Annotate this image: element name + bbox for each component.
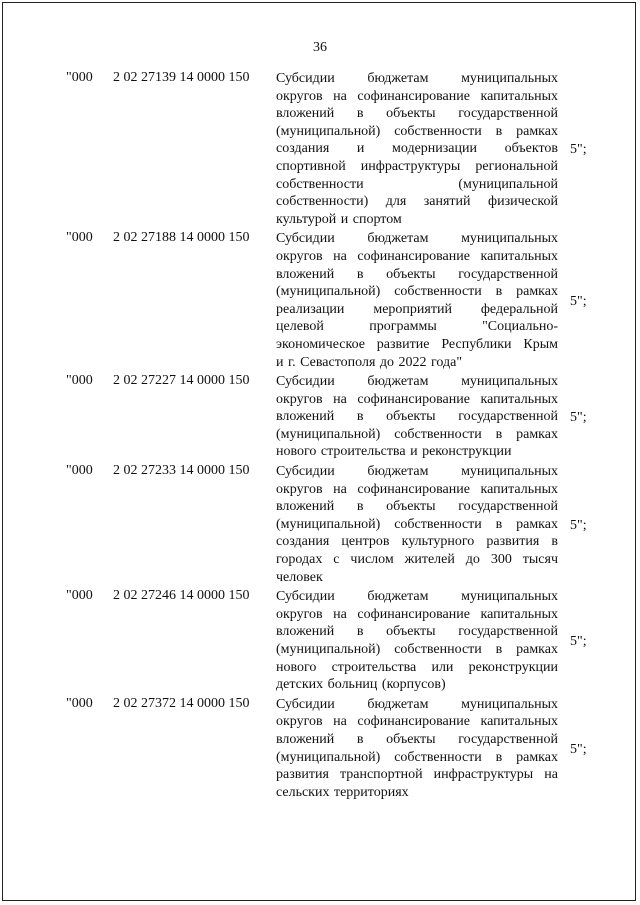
row-prefix: "000 xyxy=(66,695,93,711)
table-row xyxy=(0,230,640,371)
description-line: создания центров культурного развития в xyxy=(276,534,558,550)
budget-classification-code: 2 02 27139 14 0000 150 xyxy=(113,70,250,85)
description-line: (муниципальной) собственности в рамках xyxy=(276,426,558,442)
description-line: (муниципальной) собственности в рамках xyxy=(276,123,558,139)
description-line: нового строительства или реконструкции xyxy=(276,659,558,675)
description-line: (муниципальной) собственности в рамках xyxy=(276,516,558,532)
description-line: Субсидии бюджетам муниципальных xyxy=(276,374,558,390)
row-suffix: 5"; xyxy=(570,517,587,533)
budget-classification-code: 2 02 27246 14 0000 150 xyxy=(113,588,250,604)
description-line: (муниципальной) собственности в рамках xyxy=(276,284,558,300)
description-line: округов на софинансирование капитальных xyxy=(276,606,558,622)
row-suffix: 5"; xyxy=(570,142,587,158)
row-description xyxy=(276,463,558,586)
description-line: создания и модернизации объектов xyxy=(276,141,558,157)
budget-classification-code: 2 02 27372 14 0000 150 xyxy=(113,695,250,711)
row-suffix: 5"; xyxy=(570,634,587,650)
description-line: Субсидии бюджетам муниципальных xyxy=(276,696,558,712)
table-row xyxy=(0,373,640,461)
description-line: реализации мероприятий федеральной xyxy=(276,301,558,317)
table-row xyxy=(0,588,640,694)
description-line: вложений в объекты государственной xyxy=(276,266,558,282)
table-row xyxy=(0,696,640,802)
description-line: нового строительства и реконструкции xyxy=(276,444,512,460)
description-line: Субсидии бюджетам муниципальных xyxy=(276,231,558,247)
row-description xyxy=(276,588,558,694)
budget-classification-code: 2 02 27227 14 0000 150 xyxy=(113,373,250,389)
row-prefix: "000 xyxy=(66,70,93,85)
description-line: собственности (муниципальной xyxy=(276,176,558,192)
description-line: детских больниц (корпусов) xyxy=(276,677,446,693)
description-line: вложений в объекты государственной xyxy=(276,731,558,747)
budget-code-table xyxy=(0,70,640,803)
table-row xyxy=(0,463,640,586)
row-description xyxy=(276,696,558,802)
description-line: округов на софинансирование капитальных xyxy=(276,481,558,497)
description-line: человек xyxy=(276,569,323,585)
row-prefix: "000 xyxy=(66,230,93,246)
description-line: вложений в объекты государственной xyxy=(276,106,558,122)
description-line: экономическое развитие Республики Крым xyxy=(276,336,558,352)
row-prefix: "000 xyxy=(66,463,93,479)
table-row xyxy=(0,70,640,228)
page-number: 36 xyxy=(313,40,327,55)
row-description xyxy=(276,373,558,461)
description-line: культурой и спортом xyxy=(276,211,402,227)
description-line: Субсидии бюджетам муниципальных xyxy=(276,464,558,480)
description-line: (муниципальной) собственности в рамках xyxy=(276,642,558,657)
description-line: (муниципальной) собственности в рамках xyxy=(276,749,558,765)
description-line: целевой программы "Социально- xyxy=(276,319,558,335)
description-line: округов на софинансирование капитальных xyxy=(276,248,558,264)
row-suffix: 5"; xyxy=(570,410,587,426)
description-line: городах с числом жителей до 300 тысяч xyxy=(276,552,558,568)
row-description xyxy=(276,70,558,228)
description-line: спортивной инфраструктуры региональной xyxy=(276,158,558,174)
description-line: сельских территориях xyxy=(276,784,409,800)
row-suffix: 5"; xyxy=(570,741,587,757)
description-line: вложений в объекты государственной xyxy=(276,624,558,640)
budget-classification-code: 2 02 27233 14 0000 150 xyxy=(113,463,250,479)
description-line: вложений в объекты государственной xyxy=(276,499,558,515)
row-prefix: "000 xyxy=(66,373,93,389)
description-line: вложений в объекты государственной xyxy=(276,409,558,425)
description-line: округов на софинансирование капитальных xyxy=(276,714,558,730)
description-line: округов на софинансирование капитальных xyxy=(276,391,558,407)
row-prefix: "000 xyxy=(66,588,93,604)
row-suffix: 5"; xyxy=(570,293,587,309)
description-line: округов на софинансирование капитальных xyxy=(276,88,558,104)
description-line: развития транспортной инфраструктуры на xyxy=(276,767,558,783)
description-line: Субсидии бюджетам муниципальных xyxy=(276,71,558,86)
row-description xyxy=(276,230,558,371)
description-line: и г. Севастополя до 2022 года" xyxy=(276,354,463,370)
description-line: Субсидии бюджетам муниципальных xyxy=(276,589,558,605)
budget-classification-code: 2 02 27188 14 0000 150 xyxy=(113,230,250,246)
description-line: собственности) для занятий физической xyxy=(276,194,558,210)
